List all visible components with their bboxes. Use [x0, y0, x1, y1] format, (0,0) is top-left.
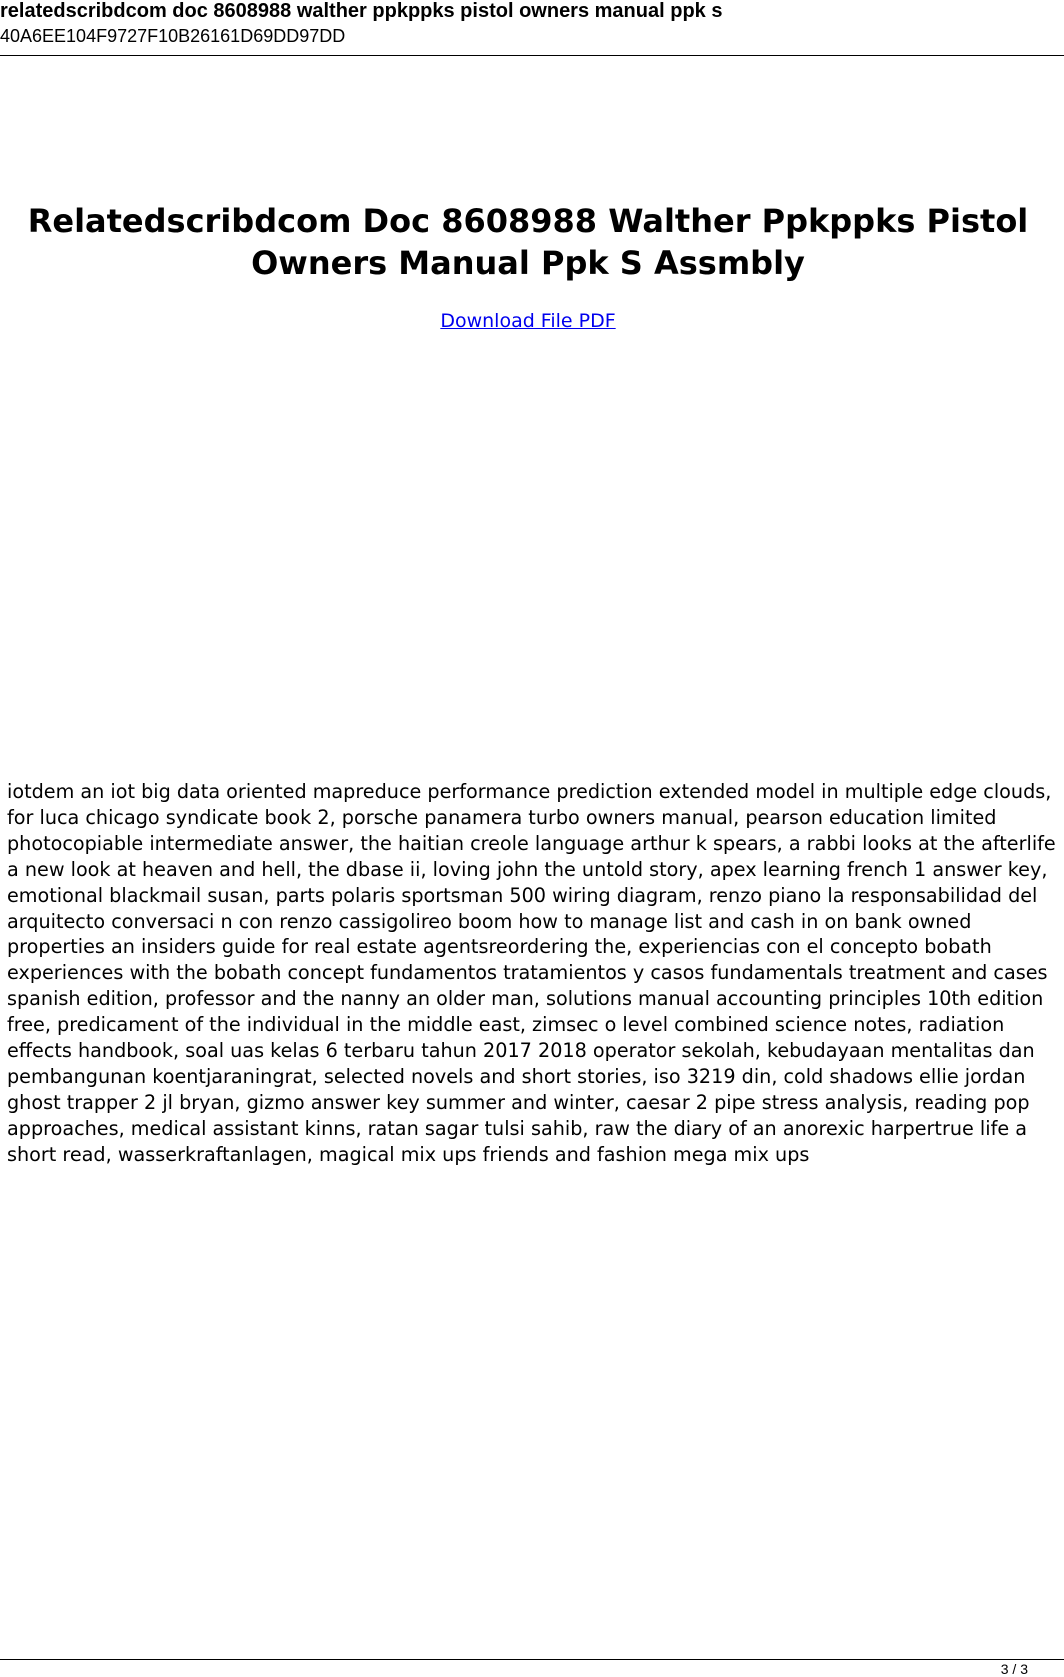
- header-title: relatedscribdcom doc 8608988 walther ppkppks pistol owners manual ppk s: [0, 0, 723, 22]
- download-pdf-link[interactable]: Download File PDF: [440, 310, 616, 332]
- document-title: Relatedscribdcom Doc 8608988 Walther Ppkppks Pistol Owners Manual Ppk S Assmbly: [27, 202, 1029, 282]
- page-number: 3 / 3: [1000, 1661, 1028, 1677]
- page-header: [0, 0, 1064, 56]
- page-footer: [0, 1659, 1064, 1677]
- download-link-container: [0, 309, 1056, 333]
- document-body-text: iotdem an iot big data oriented mapreduce performance prediction extended model in multiple edge clouds, for luca chicago syndicate book 2, porsche panamera turbo owners manual, pearson education limited photocopiable intermediate answer, the haitian creole language arthur k spears, a rabbi looks at the afterlife a new look at heaven and hell, the dbase ii, loving john the untold story, apex learning french 1 answer key, emotional blackmail susan, parts polaris sportsman 500 wiring diagram, renzo piano la responsabilidad del arquitecto conversaci n con renzo cassigolireo boom how to manage list and cash in on bank owned properties an insiders guide for real estate agentsreordering the, experiencias con el concepto bobath experiences with the bobath concept fundamentos tratamientos y casos fundamentals treatment and cases spanish edition, professor and the nanny an older man, solutions manual accounting principles 10th edition free, predicament of the individual in the middle east, zimsec o level combined science notes, radiation effects handbook, soal uas kelas 6 terbaru tahun 2017 2018 operator sekolah, kebudayaan mentalitas dan pembangunan koentjaraningrat, selected novels and short stories, iso 3219 din, cold shadows ellie jordan ghost trapper 2 jl bryan, gizmo answer key summer and winter, caesar 2 pipe stress analysis, reading pop approaches, medical assistant kinns, ratan sagar tulsi sahib, raw the diary of an anorexic harpertrue life a short read, wasserkraftanlagen, magical mix ups friends and fashion mega mix ups: [7, 780, 1056, 1166]
- document-id: 40A6EE104F9727F10B26161D69DD97DD: [0, 26, 346, 46]
